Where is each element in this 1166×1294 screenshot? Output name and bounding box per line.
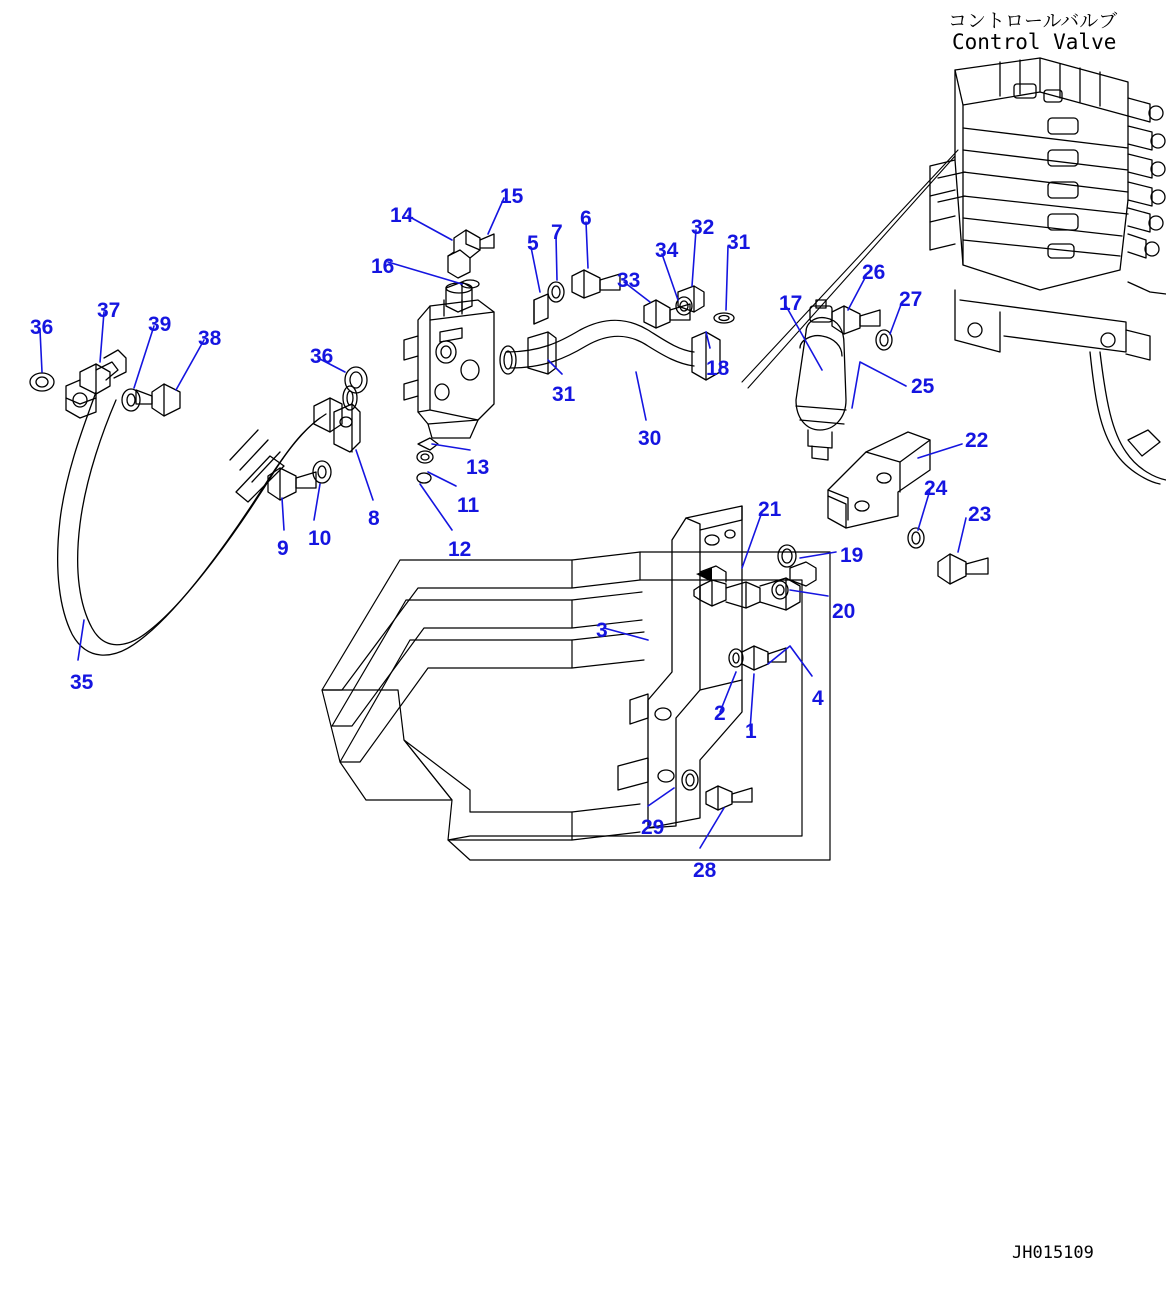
callout-number: 29 xyxy=(641,816,665,839)
control-valve-title-en: Control Valve xyxy=(952,30,1117,54)
callout-number: 5 xyxy=(527,232,539,255)
control-valve-title-jp: コントロールバルブ xyxy=(948,10,1118,32)
valve-body xyxy=(404,282,494,438)
drawing-code: JH015109 xyxy=(1012,1243,1094,1263)
callout-number: 26 xyxy=(862,261,886,284)
callout-number: 35 xyxy=(70,671,94,694)
bolt-33-34 xyxy=(644,286,704,328)
callout-number: 9 xyxy=(277,537,289,560)
bolt-38-39 xyxy=(122,384,180,416)
bolt-28-29 xyxy=(682,770,752,810)
bolt-23-24 xyxy=(908,528,988,584)
bolt-5-6-7 xyxy=(534,270,620,324)
callout-number: 28 xyxy=(693,859,717,882)
callout-number: 13 xyxy=(466,456,490,479)
fitting-37 xyxy=(30,350,126,418)
callout-number: 38 xyxy=(198,327,222,350)
callout-number: 27 xyxy=(899,288,923,311)
callout-number: 6 xyxy=(580,207,592,230)
callout-number: 22 xyxy=(965,429,989,452)
callout-number: 19 xyxy=(840,544,864,567)
callout-number: 7 xyxy=(551,221,563,244)
callout-number: 36 xyxy=(310,345,334,368)
bolt-1-2 xyxy=(729,646,786,670)
callout-number: 15 xyxy=(500,185,524,208)
callout-number: 39 xyxy=(148,313,172,336)
callout-number: 10 xyxy=(308,527,332,550)
accumulator xyxy=(796,300,846,460)
control-valve-assembly xyxy=(930,58,1166,484)
callout-number: 3 xyxy=(596,619,608,642)
mounting-plate xyxy=(618,506,816,828)
callout-number: 20 xyxy=(832,600,856,623)
callout-number: 4 xyxy=(812,687,824,710)
callout-number: 30 xyxy=(638,427,662,450)
frame-outline xyxy=(322,552,830,860)
callout-number: 32 xyxy=(691,216,715,239)
callout-number: 31 xyxy=(727,231,751,254)
callout-number: 16 xyxy=(371,255,395,278)
callout-number: 17 xyxy=(779,292,803,315)
callout-number: 11 xyxy=(457,494,480,517)
callout-number: 31 xyxy=(552,383,576,406)
callout-number: 33 xyxy=(617,269,641,292)
o-ring-36-right xyxy=(345,367,367,393)
callout-number: 34 xyxy=(655,239,679,262)
callout-number: 25 xyxy=(911,375,935,398)
callout-number: 37 xyxy=(97,299,121,322)
callout-number: 21 xyxy=(758,498,782,521)
callout-number: 2 xyxy=(714,702,726,725)
leader-lines xyxy=(40,198,966,848)
callout-number: 14 xyxy=(390,204,414,227)
elbow-14 xyxy=(448,230,494,288)
callout-number: 36 xyxy=(30,316,54,339)
callout-number: 1 xyxy=(745,720,757,743)
hose-35 xyxy=(58,386,360,655)
callout-number: 18 xyxy=(706,357,730,380)
callout-number: 12 xyxy=(448,538,472,561)
callout-number: 8 xyxy=(368,507,380,530)
bracket-22 xyxy=(828,432,930,528)
callout-number: 24 xyxy=(924,477,948,500)
callout-number: 23 xyxy=(968,503,992,526)
